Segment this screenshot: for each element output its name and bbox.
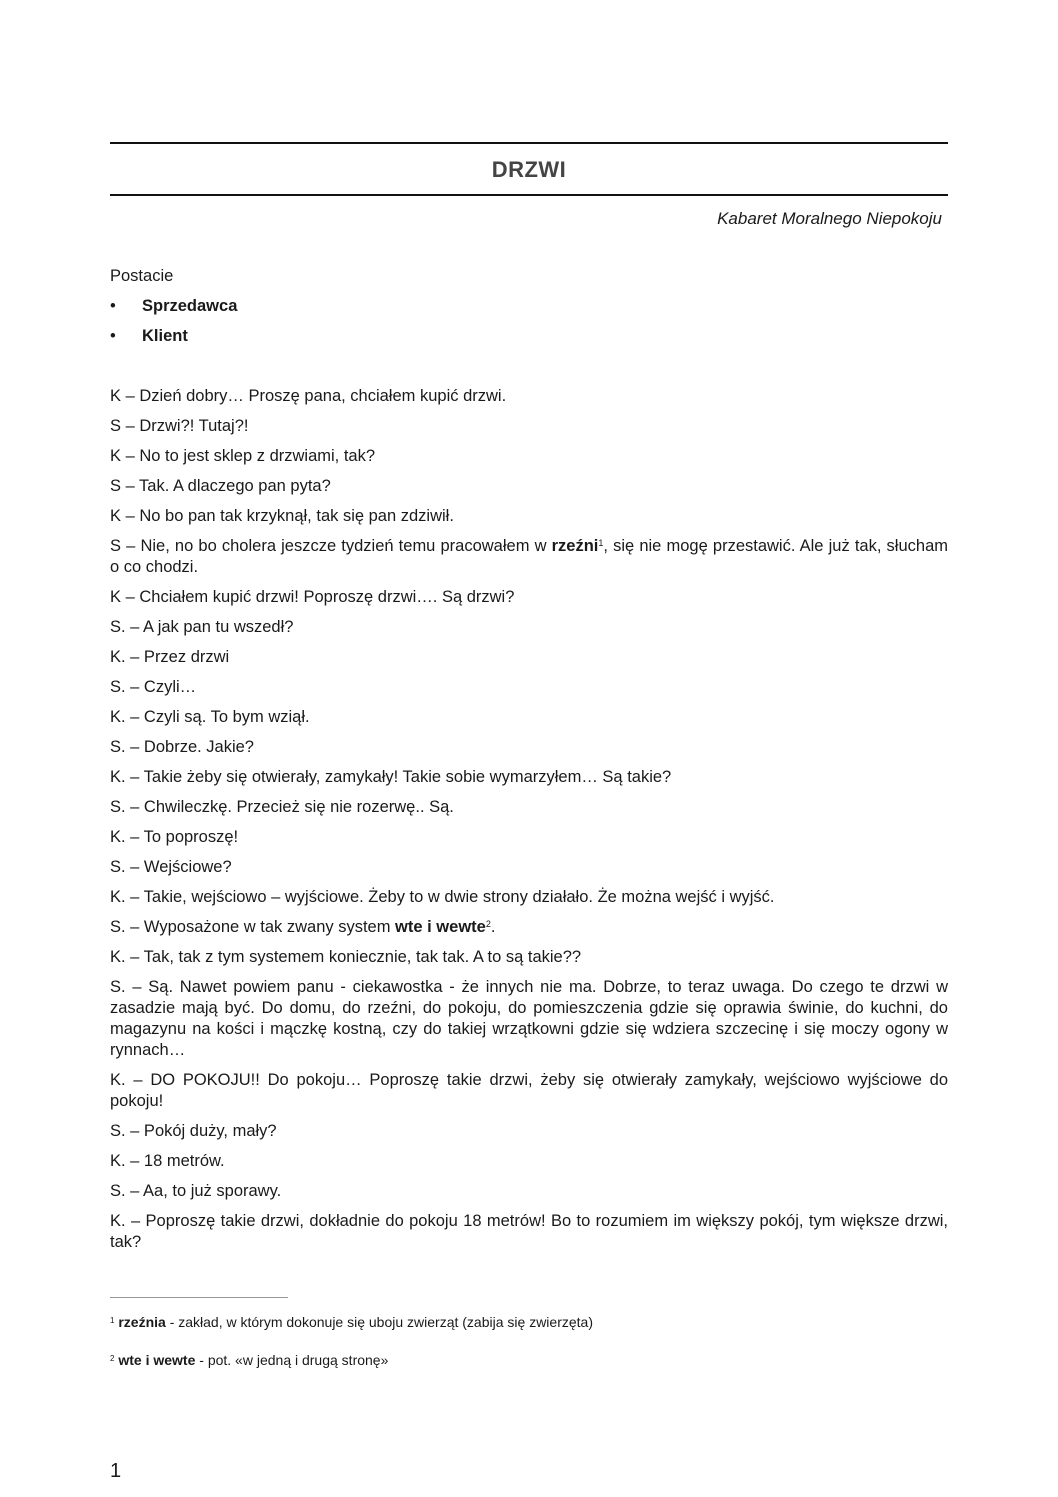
dialogue-text: S – Drzwi?! Tutaj?! xyxy=(110,417,249,435)
dialogue-line xyxy=(110,827,948,848)
footnote-ref: 2 xyxy=(485,919,491,929)
dialogue-text: K. – Takie, wejściowo – wyjściowe. Żeby to w dwie strony działało. Że można wejść i wyjść. xyxy=(110,888,775,906)
bullet-icon: • xyxy=(110,297,116,315)
dialogue-line xyxy=(110,647,948,668)
dialogue-line xyxy=(110,587,948,608)
title-underline-rule xyxy=(110,194,948,196)
footnote-text: - zakład, w którym dokonuje się uboju zwierząt (zabija się zwierzęta) xyxy=(165,1314,593,1330)
dialogue-text: S – Nie, no bo cholera jeszcze tydzień temu pracowałem w xyxy=(110,537,552,555)
dialogue-text: . xyxy=(490,918,496,936)
characters-label: Postacie xyxy=(110,267,174,285)
dialogue-text: S. – Wyposażone w tak zwany system xyxy=(110,918,396,936)
dialogue-line xyxy=(110,857,948,878)
footnote-separator xyxy=(110,1297,288,1298)
dialogue-line xyxy=(110,947,948,968)
dialogue-text: S. – A jak pan tu wszedł? xyxy=(110,618,294,636)
character-name: Sprzedawca xyxy=(142,297,238,315)
page-number: 1 xyxy=(110,1460,122,1482)
dialogue-line xyxy=(110,506,948,527)
dialogue xyxy=(110,386,948,1262)
dialogue-text: S. – Wejściowe? xyxy=(110,858,232,876)
dialogue-text: K. – DO POKOJU!! Do pokoju… Poproszę takie drzwi, żeby się otwierały zamykały, wejściowo wyjściowe do pokoju! xyxy=(110,1071,948,1110)
dialogue-text: S. – Aa, to już sporawy. xyxy=(110,1182,282,1200)
dialogue-line xyxy=(110,1070,948,1112)
characters-list xyxy=(110,296,948,356)
character-item xyxy=(110,326,948,356)
dialogue-term: rzeźni xyxy=(551,537,599,555)
dialogue-text: K. – Przez drzwi xyxy=(110,648,230,666)
dialogue-line xyxy=(110,1211,948,1253)
dialogue-text: S. – Są. Nawet powiem panu - ciekawostka - że innych nie ma. Dobrze, to teraz uwaga. Do czego te drzwi w zasadzie mają być. Do domu, do rzeźni, do pokoju, do pomieszczenia gdzie się oprawia świnie, do kuchni, do magazynu na kości i mączkę kostną, czy do takiej wrzątkowni gdzie się wdziera szczecinę i się moczy ogony w rynnach… xyxy=(110,978,948,1059)
dialogue-line xyxy=(110,887,948,908)
author-credit: Kabaret Moralnego Niepokoju xyxy=(717,209,942,228)
footnote-term: wte i wewte xyxy=(118,1352,196,1368)
dialogue-line xyxy=(110,707,948,728)
dialogue-text: K. – Takie żeby się otwierały, zamykały! Takie sobie wymarzyłem… Są takie? xyxy=(110,768,672,786)
dialogue-text: K – Chciałem kupić drzwi! Poproszę drzwi…. Są drzwi? xyxy=(110,588,515,606)
character-item xyxy=(110,296,948,326)
dialogue-text: K – No to jest sklep z drzwiami, tak? xyxy=(110,447,376,465)
dialogue-text: K. – To poproszę! xyxy=(110,828,239,846)
dialogue-line xyxy=(110,536,948,578)
dialogue-text: K – No bo pan tak krzyknął, tak się pan zdziwił. xyxy=(110,507,454,525)
dialogue-line xyxy=(110,1151,948,1172)
dialogue-text: K. – Tak, tak z tym systemem koniecznie, tak tak. A to są takie?? xyxy=(110,948,582,966)
character-name: Klient xyxy=(142,327,188,345)
page-title: DRZWI xyxy=(491,157,567,182)
footnote-number: 2 xyxy=(110,1354,115,1363)
bullet-icon: • xyxy=(110,327,116,345)
dialogue-text: , się nie mogę przestawić. Ale już tak, słucham o co chodzi. xyxy=(110,537,949,576)
dialogue-text: S. – Chwileczkę. Przecież się nie rozerwę.. Są. xyxy=(110,798,454,816)
dialogue-line xyxy=(110,1121,948,1142)
dialogue-line xyxy=(110,1181,948,1202)
dialogue-text: S. – Pokój duży, mały? xyxy=(110,1122,277,1140)
footnote xyxy=(110,1313,948,1331)
dialogue-line xyxy=(110,617,948,638)
dialogue-line xyxy=(110,677,948,698)
dialogue-text: K. – Poproszę takie drzwi, dokładnie do pokoju 18 metrów! Bo to rozumiem im większy pokój, tym większe drzwi, tak? xyxy=(110,1212,948,1251)
dialogue-line xyxy=(110,767,948,788)
dialogue-text: S – Tak. A dlaczego pan pyta? xyxy=(110,477,331,495)
dialogue-text: S. – Dobrze. Jakie? xyxy=(110,738,254,756)
footnote-term: rzeźnia xyxy=(118,1314,166,1330)
dialogue-line xyxy=(110,416,948,437)
footnote-text: - pot. «w jedną i drugą stronę» xyxy=(195,1352,389,1368)
dialogue-line xyxy=(110,977,948,1061)
footnote-ref: 1 xyxy=(598,538,604,548)
dialogue-line xyxy=(110,917,948,938)
footnote-number: 1 xyxy=(110,1316,115,1325)
dialogue-line xyxy=(110,797,948,818)
dialogue-text: K – Dzień dobry… Proszę pana, chciałem kupić drzwi. xyxy=(110,387,507,405)
dialogue-text: K. – 18 metrów. xyxy=(110,1152,225,1170)
dialogue-text: K. – Czyli są. To bym wziął. xyxy=(110,708,310,726)
dialogue-text: S. – Czyli… xyxy=(110,678,197,696)
dialogue-term: wte i wewte xyxy=(395,918,486,936)
dialogue-line xyxy=(110,737,948,758)
footnote xyxy=(110,1351,948,1369)
dialogue-line xyxy=(110,446,948,467)
top-rule xyxy=(110,142,948,144)
dialogue-line xyxy=(110,386,948,407)
dialogue-line xyxy=(110,476,948,497)
